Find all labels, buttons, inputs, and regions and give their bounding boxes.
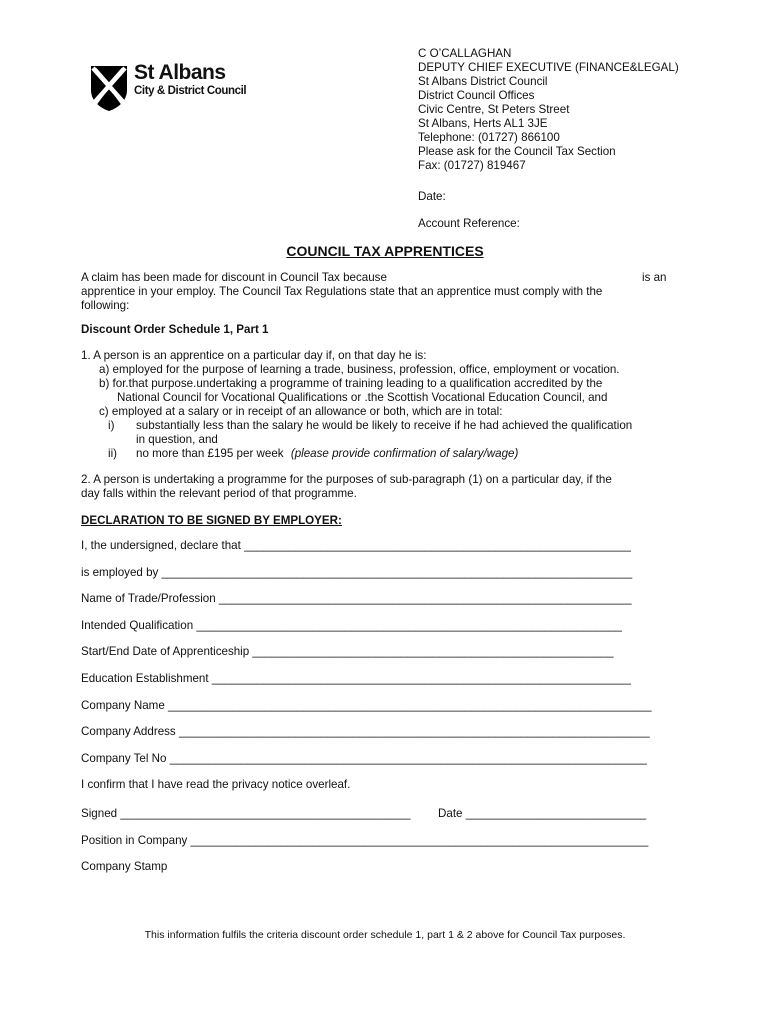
address-line: St Albans District Council [418, 75, 548, 88]
address-line: C O’CALLAGHAN [418, 47, 512, 60]
sender-address [418, 47, 679, 173]
para1-item-b-cont: National Council for Vocational Qualifications or .the Scottish Vocational Education Council, and [117, 391, 608, 404]
para1-subitem-i-number: i) [108, 419, 115, 432]
para1-item-b: b) for.that purpose.undertaking a programme of training leading to a qualification accredited by the [99, 377, 603, 390]
intro-line-start: A claim has been made for discount in Council Tax because [81, 271, 387, 284]
trade-profession-field[interactable]: Name of Trade/Profession ________________________________________________________________ [81, 592, 632, 605]
para1-subitem-ii-number: ii) [108, 447, 118, 460]
address-line: Telephone: (01727) 866100 [418, 131, 560, 144]
address-line: DEPUTY CHIEF EXECUTIVE (FINANCE&LEGAL) [418, 61, 679, 74]
signature-date-field[interactable]: Date ____________________________ [438, 807, 647, 820]
address-line: Civic Centre, St Peters Street [418, 103, 570, 116]
company-name-field[interactable]: Company Name ___________________________________________________________________________ [81, 699, 652, 712]
education-establishment-field[interactable]: Education Establishment _________________________________________________________________ [81, 672, 631, 685]
declaration-title: DECLARATION TO BE SIGNED BY EMPLOYER: [81, 514, 342, 527]
employed-by-field[interactable]: is employed by _________________________________________________________________________ [81, 566, 633, 579]
company-stamp-label: Company Stamp [81, 860, 168, 873]
address-line: District Council Offices [418, 89, 535, 102]
page-title: COUNCIL TAX APPRENTICES [286, 243, 484, 259]
date-label: Date: [418, 190, 446, 203]
para1-lead: 1. A person is an apprentice on a particular day if, on that day he is: [81, 349, 427, 362]
address-line: Fax: (01727) 819467 [418, 159, 526, 172]
account-reference-label: Account Reference: [418, 217, 520, 230]
para2-line: day falls within the relevant period of that programme. [81, 487, 357, 500]
intro-line: apprentice in your employ. The Council Tax Regulations state that an apprentice must comply with the [81, 285, 603, 298]
para2-line: 2. A person is undertaking a programme for the purposes of sub-paragraph (1) on a particular day, if the [81, 473, 612, 486]
footer-note: This information fulfils the criteria discount order schedule 1, part 1 & 2 above for Council Tax purposes. [144, 929, 626, 941]
saltire-shield-icon [89, 64, 129, 112]
logo-title: St Albans [134, 61, 226, 84]
intro-line: following: [81, 299, 130, 312]
intro-line-end: is an [642, 271, 667, 284]
position-field[interactable]: Position in Company _______________________________________________________________________ [81, 834, 649, 847]
para1-subitem-ii [136, 447, 518, 461]
para1-item-c: c) employed at a salary or in receipt of an allowance or both, which are in total: [99, 405, 503, 418]
privacy-confirmation: I confirm that I have read the privacy notice overleaf. [81, 778, 351, 791]
logo-subtitle: City & District Council [134, 85, 247, 97]
intended-qualification-field[interactable]: Intended Qualification __________________________________________________________________ [81, 619, 622, 632]
company-address-field[interactable]: Company Address _________________________________________________________________________ [81, 725, 650, 738]
address-line: St Albans, Herts AL1 3JE [418, 117, 548, 130]
para1-item-a: a) employed for the purpose of learning a trade, business, profession, office, employment or vocation. [99, 363, 620, 376]
signature-field[interactable]: Signed _____________________________________________ [81, 807, 411, 820]
salary-note: (please provide confirmation of salary/wage) [290, 447, 519, 460]
declare-field[interactable]: I, the undersigned, declare that ____________________________________________________________ [81, 539, 631, 552]
address-line: Please ask for the Council Tax Section [418, 145, 616, 158]
para1-subitem-i-cont: in question, and [136, 433, 218, 446]
para1-subitem-i: substantially less than the salary he would be likely to receive if he had achieved the qualification [136, 419, 633, 432]
schedule-title: Discount Order Schedule 1, Part 1 [81, 323, 269, 336]
apprenticeship-dates-field[interactable]: Start/End Date of Apprenticeship ________________________________________________________ [81, 645, 614, 658]
company-tel-field[interactable]: Company Tel No __________________________________________________________________________ [81, 752, 647, 765]
weekly-limit-text: no more than £195 per week [136, 447, 284, 460]
